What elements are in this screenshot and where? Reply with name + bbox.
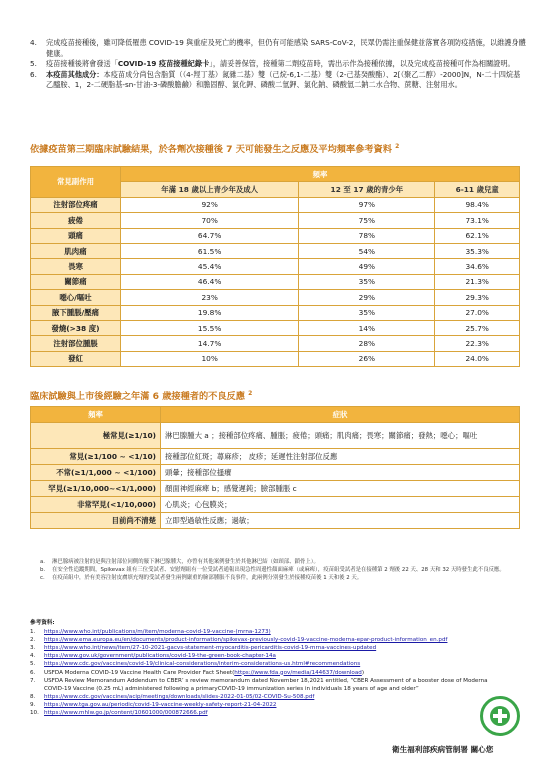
row-label: 注射部位疼痛 — [31, 197, 121, 212]
reference-item — [30, 660, 500, 668]
note-5 — [30, 59, 526, 70]
frequency-cell: 19.8% — [121, 305, 299, 320]
footnotes — [40, 558, 520, 583]
sub-header-teens: 12 至 17 歲的青少年 — [299, 182, 435, 197]
table-row — [31, 449, 520, 465]
table-row — [31, 336, 520, 351]
reference-body — [44, 660, 360, 668]
col-header-side-effect: 常見副作用 — [31, 167, 121, 198]
footnote-mark: b. — [40, 567, 46, 574]
frequency-cell: 28% — [299, 336, 435, 351]
frequency-cell: 35% — [299, 305, 435, 320]
symptom-cell: 立即型過敏性反應；過敏； — [161, 513, 520, 529]
row-label: 發紅 — [31, 351, 121, 366]
note-text-post: 」，請妥善保管，接種第二劑疫苗時，需出示作為接種依據，以及完成疫苗接種可作為相關證明。 — [209, 59, 515, 69]
frequency-cell: 61.5% — [121, 243, 299, 258]
frequency-cell: 46.4% — [121, 274, 299, 289]
reference-number: 5. — [30, 661, 36, 668]
table-body — [31, 423, 520, 529]
note-text — [46, 59, 526, 70]
frequency-cell: 15.5% — [121, 320, 299, 335]
table-row — [31, 290, 520, 305]
frequency-label: 罕見(≥1/10,000~<1/1,000) — [31, 481, 161, 497]
reference-item — [30, 636, 500, 644]
frequency-label: 非常罕見(<1/10,000) — [31, 497, 161, 513]
reference-number: 7. — [30, 677, 36, 684]
frequency-cell: 27.0% — [435, 305, 520, 320]
heading-text: 依據疫苗第三期臨床試驗結果，於各劑次接種後 7 天可能發生之反應及平均頻率參考資料 — [30, 144, 392, 155]
frequency-cell: 25.7% — [435, 320, 520, 335]
reference-body — [44, 677, 500, 693]
reference-body — [44, 693, 314, 701]
reference-body — [44, 669, 364, 677]
reference-link[interactable]: https://www.cdc.gov/vaccines/acip/meetings/downloads/slides-2022-01-05/02-COVID-Su-508.pdf — [44, 693, 315, 700]
table-row — [31, 259, 520, 274]
reference-body — [44, 628, 271, 636]
frequency-cell: 14.7% — [121, 336, 299, 351]
reference-number: 10. — [30, 710, 39, 717]
reference-text-after: ) — [361, 669, 365, 676]
reference-number: 6. — [30, 669, 36, 676]
frequency-cell: 24.0% — [435, 351, 520, 366]
symptom-cell: 淋巴腺腫大 a ；接種部位疼痛、腫脹；疲倦；頭痛；肌肉痛；畏寒；關節痛；發熱；噁心；嘔吐 — [161, 423, 520, 449]
logo-cross-horizontal — [493, 714, 507, 718]
reference-body — [44, 636, 447, 644]
note-number: 6. — [30, 69, 37, 79]
frequency-cell: 92% — [121, 197, 299, 212]
table-row — [31, 351, 520, 366]
frequency-label: 不常(≥1/1,000 ~ <1/100) — [31, 465, 161, 481]
frequency-cell: 35% — [299, 274, 435, 289]
reference-item — [30, 693, 500, 701]
frequency-cell: 14% — [299, 320, 435, 335]
frequency-cell: 49% — [299, 259, 435, 274]
reference-link[interactable]: https://www.tga.gov.au/periodic/covid-19-vaccine-weekly-safety-report-21-04-2022 — [44, 701, 277, 708]
col-header-frequency: 頻率 — [31, 407, 161, 423]
symptom-cell: 顏面神經麻痺 b；感覺遲鈍；臉部腫脹 c — [161, 481, 520, 497]
table-row — [31, 465, 520, 481]
row-label: 畏寒 — [31, 259, 121, 274]
table-row — [31, 213, 520, 228]
reference-item — [30, 644, 500, 652]
frequency-cell: 34.6% — [435, 259, 520, 274]
row-label: 肌肉痛 — [31, 243, 121, 258]
note-text-post: 本疫苗成分尚包含脂質（（4-羥丁基）氮雜二基）雙（己烷-6,1-二基）雙（2-己基癸酸酯）、2[（聚乙二醇）-2000]N，N-二十四烷基乙醯胺、1，2-二硬脂基-sn-甘油-3-磷酸膽鹼）和膽固醇、氯化鉀、磷酸二氫鉀、氯化鈉、磷酸氫二鈉二水合物、蔗糖、注射用水。 — [46, 69, 521, 90]
note-number: 4. — [30, 38, 37, 47]
table-row — [31, 320, 520, 335]
footnote-b — [40, 566, 520, 574]
references — [30, 619, 500, 717]
reference-body — [44, 709, 208, 717]
row-label: 注射部位腫脹 — [31, 336, 121, 351]
row-label: 關節痛 — [31, 274, 121, 289]
group-header-frequency: 頻率 — [121, 167, 520, 182]
footnote-c — [40, 574, 520, 582]
footnote-mark: a. — [40, 559, 46, 565]
table-row — [31, 197, 520, 212]
section-heading-reactions — [30, 141, 399, 155]
note-text: 完成疫苗接種後，雖可降低罹患 COVID-19 與重症及死亡的機率，但仍有可能感染 SARS-CoV-2，民眾仍需注重保健並落實各項防疫措施，以維護身體健康。 — [46, 38, 526, 58]
footnote-a — [40, 558, 520, 566]
reference-item — [30, 701, 500, 709]
frequency-cell: 35.3% — [435, 243, 520, 258]
sub-header-adults: 年滿 18 歲以上青少年及成人 — [121, 182, 299, 197]
note-number: 5. — [30, 59, 37, 69]
frequency-cell: 22.3% — [435, 336, 520, 351]
reference-link[interactable]: https://www.who.int/news/item/27-10-2021-gacvs-statement-myocarditis-pericarditis-covid-19-mrna-vaccines-updated — [44, 645, 377, 652]
frequency-cell: 45.4% — [121, 259, 299, 274]
reference-link[interactable]: https://www.fda.gov/media/144637/download — [234, 669, 362, 676]
adverse-reaction-table — [30, 406, 520, 529]
symptom-cell: 頭暈；接種部位搔癢 — [161, 465, 520, 481]
reference-number: 9. — [30, 701, 36, 708]
note-text-bold: 本疫苗其他成分： — [46, 69, 104, 79]
reference-link[interactable]: https://www.ema.europa.eu/en/documents/product-information/spikevax-previously-covid-19-vaccine-moderna-epar-product-information_en.pdf — [44, 637, 448, 644]
frequency-cell: 29% — [299, 290, 435, 305]
row-label: 發燒(>38 度) — [31, 320, 121, 335]
table-row — [31, 481, 520, 497]
frequency-cell: 10% — [121, 351, 299, 366]
table-row — [31, 497, 520, 513]
reference-link[interactable]: https://www.who.int/publications/m/item/moderna-covid-19-vaccine-(mrna-1273) — [44, 629, 271, 636]
frequency-cell: 70% — [121, 213, 299, 228]
reference-item — [30, 652, 500, 660]
cdc-logo — [480, 696, 520, 736]
references-title: 參考資料: — [30, 620, 55, 626]
heading-text: 臨床試驗與上市後經驗之年滿 6 歲接種者的不良反應 — [30, 391, 245, 402]
frequency-label: 極常見(≥1/10) — [31, 423, 161, 449]
table-row — [31, 513, 520, 529]
reference-number: 3. — [30, 645, 36, 652]
reference-body — [44, 701, 276, 709]
reference-text: USFDA Review Memorandum Addendum to CBER’ s review memorandum dated November 18,2021 entitled, “CBER Assessment of a booster dose of Moderna COVID-19 Vaccine (0.25 mL) administered following a primaryCOVID-19 immunization series in individuals 18 years of age and older” — [44, 677, 488, 692]
col-header-symptom: 症狀 — [161, 407, 520, 423]
footnote-text: 淋巴腺病被注射的是與注射部位同側的腋下淋巴腺腫大，亦曾有其他案例發生於其他淋巴結（如頸部、鎖骨上）。 — [52, 559, 319, 565]
frequency-cell: 23% — [121, 290, 299, 305]
section-heading-adverse — [30, 388, 252, 402]
vaccination-notes — [30, 38, 526, 91]
reference-link[interactable]: https://www.mhlw.go.jp/content/10601000/000872666.pdf — [44, 710, 208, 717]
reference-link[interactable]: https://www.cdc.gov/vaccines/covid-19/clinical-considerations/interim-considerations-us.html#recommendations — [44, 661, 361, 668]
reference-item — [30, 669, 500, 677]
table-body — [31, 197, 520, 366]
footnote-mark: c. — [40, 575, 45, 582]
frequency-cell: 98.4% — [435, 197, 520, 212]
frequency-cell: 73.1% — [435, 213, 520, 228]
row-label: 疲倦 — [31, 213, 121, 228]
references-list — [30, 628, 500, 717]
frequency-label: 目前尚不清楚 — [31, 513, 161, 529]
symptom-cell: 接種部位紅斑；蕁麻疹； 皮疹；延遲性注射部位反應 — [161, 449, 520, 465]
heading-ref: 2 — [395, 142, 400, 150]
sub-header-children: 6-11 歲兒童 — [435, 182, 520, 197]
frequency-cell: 21.3% — [435, 274, 520, 289]
frequency-label: 常見(≥1/100 ~ <1/10) — [31, 449, 161, 465]
footnote-text: 在安全性追蹤期間，Spikevax 組有三位受試者、安慰劑組有一位受試者通報出現急性周邊性顏面麻痺（或麻痺），疫苗組受試者是在接種第 2 劑後 22 天、28 天和 32 天時發生此不良反應。 — [52, 567, 505, 574]
note-text — [46, 70, 526, 91]
reference-number: 8. — [30, 693, 36, 700]
reference-number: 4. — [30, 653, 36, 660]
note-text-pre: 疫苗接種後將會發送「 — [46, 59, 118, 69]
reference-number: 1. — [30, 629, 36, 636]
frequency-cell: 62.1% — [435, 228, 520, 243]
note-6 — [30, 70, 526, 91]
frequency-cell: 97% — [299, 197, 435, 212]
footnote-text: 在疫苗組中，於有美容注射皮膚填充劑的受試者發生兩例嚴重的臉部腫脹不良事件，此兩例分別發生於接種疫苗後 1 天和後 2 天。 — [52, 575, 363, 582]
note-text-bold: COVID-19 疫苗接種紀錄卡 — [117, 59, 210, 69]
table-row — [31, 228, 520, 243]
frequency-cell: 29.3% — [435, 290, 520, 305]
frequency-cell: 78% — [299, 228, 435, 243]
table-row — [31, 305, 520, 320]
row-label: 噁心/嘔吐 — [31, 290, 121, 305]
row-label: 頭痛 — [31, 228, 121, 243]
reference-item — [30, 677, 500, 693]
reaction-frequency-table — [30, 166, 520, 367]
reference-item — [30, 628, 500, 636]
heading-ref: 2 — [248, 389, 253, 397]
reference-item — [30, 709, 500, 717]
table-row — [31, 423, 520, 449]
table-row — [31, 274, 520, 289]
row-label: 腋下腫脹/壓痛 — [31, 305, 121, 320]
table-row — [31, 243, 520, 258]
frequency-cell: 75% — [299, 213, 435, 228]
reference-body — [44, 644, 376, 652]
frequency-cell: 54% — [299, 243, 435, 258]
frequency-cell: 26% — [299, 351, 435, 366]
frequency-cell: 64.7% — [121, 228, 299, 243]
reference-number: 2. — [30, 637, 36, 644]
reference-body — [44, 652, 276, 660]
reference-text: USFDA Moderna COVID-19 Vaccine Health Care Provider Fact Sheet( — [44, 669, 235, 676]
symptom-cell: 心肌炎；心包膜炎； — [161, 497, 520, 513]
reference-link[interactable]: https://www.gov.uk/government/publications/covid-19-the-green-book-chapter-14a — [44, 653, 276, 660]
note-4 — [30, 38, 526, 59]
agency-signature: 衛生福利部疾病管制署 關心您 — [392, 745, 494, 754]
